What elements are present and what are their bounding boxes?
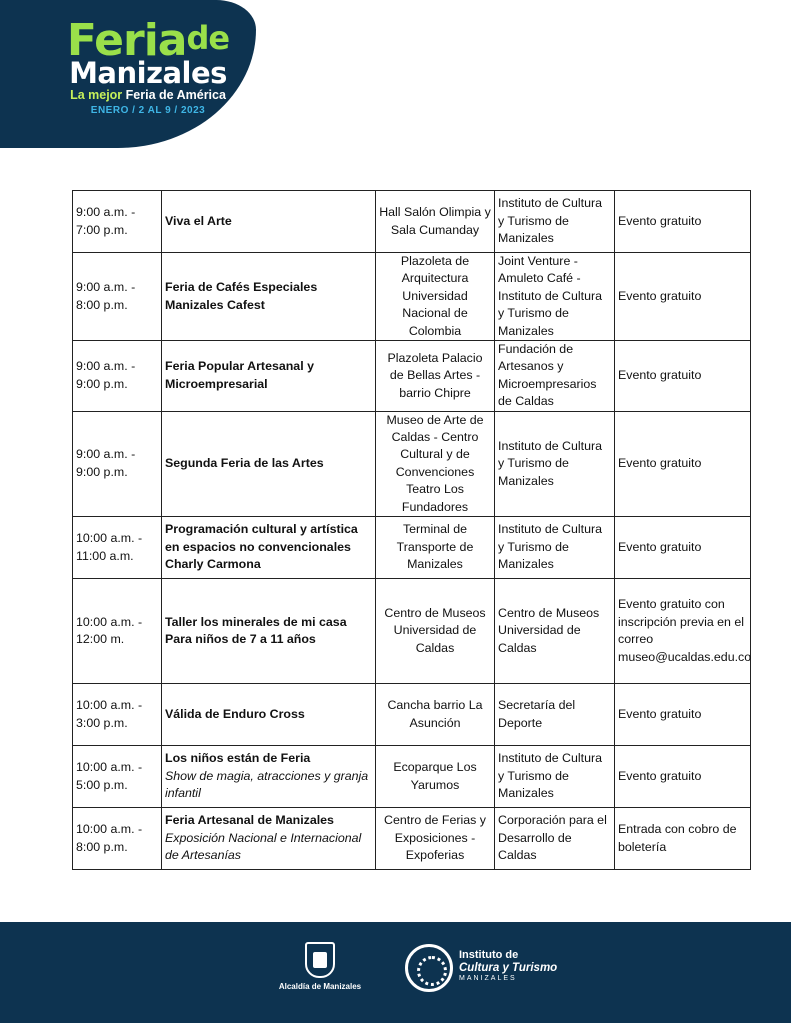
time-cell: 9:00 a.m. - 9:00 p.m.	[73, 411, 162, 516]
event-cell	[162, 684, 376, 746]
table-row	[73, 746, 751, 808]
organizer-cell: Joint Venture - Amuleto Café - Instituto de Cultura y Turismo de Manizales	[495, 253, 615, 341]
event-title: Válida de Enduro Cross	[165, 706, 305, 721]
time-cell: 10:00 a.m. - 12:00 m.	[73, 579, 162, 684]
place-cell: Cancha barrio La Asunción	[376, 684, 495, 746]
table-row	[73, 579, 751, 684]
instituto-line1: Instituto de	[459, 949, 519, 961]
tagline-part-a: La mejor	[70, 88, 123, 102]
header-badge	[0, 0, 256, 148]
time-cell: 9:00 a.m. - 7:00 p.m.	[73, 191, 162, 253]
table-row	[73, 808, 751, 870]
organizer-cell: Instituto de Cultura y Turismo de Manizales	[495, 746, 615, 808]
table-row	[73, 253, 751, 341]
instituto-emblem-icon	[405, 944, 453, 992]
feria-logo	[48, 16, 248, 118]
cost-cell: Evento gratuito con inscripción previa en el correo museo@ucaldas.edu.co	[615, 579, 751, 684]
shield-icon	[305, 942, 335, 978]
event-cell	[162, 746, 376, 808]
time-cell: 10:00 a.m. - 3:00 p.m.	[73, 684, 162, 746]
table-row	[73, 191, 751, 253]
logo-de-word: de	[186, 19, 230, 57]
time-cell: 10:00 a.m. - 5:00 p.m.	[73, 746, 162, 808]
footer	[0, 922, 791, 1023]
event-title: Taller los minerales de mi casa Para niños de 7 a 11 años	[165, 614, 347, 647]
cost-cell: Evento gratuito	[615, 517, 751, 579]
table-row	[73, 684, 751, 746]
logo-dates: ENERO / 2 AL 9 / 2023	[90, 105, 206, 116]
event-cell	[162, 191, 376, 253]
organizer-cell: Instituto de Cultura y Turismo de Manizales	[495, 411, 615, 516]
event-cell	[162, 517, 376, 579]
event-cell	[162, 411, 376, 516]
logo-tagline	[48, 87, 248, 103]
alcaldia-logo	[270, 942, 370, 991]
schedule-table	[72, 190, 751, 870]
event-subtitle: Exposición Nacional e Internacional de Artesanías	[165, 830, 362, 863]
organizer-cell: Fundación de Artesanos y Microempresarios de Caldas	[495, 341, 615, 412]
organizer-cell: Corporación para el Desarrollo de Caldas	[495, 808, 615, 870]
event-subtitle: Show de magia, atracciones y granja infantil	[165, 768, 369, 801]
cost-cell: Evento gratuito	[615, 746, 751, 808]
event-title: Feria Popular Artesanal y Microempresarial	[165, 359, 314, 391]
cost-cell: Evento gratuito	[615, 253, 751, 341]
cost-cell: Evento gratuito	[615, 411, 751, 516]
tagline-part-b: Feria de América	[125, 88, 226, 102]
instituto-line3: MANIZALES	[459, 975, 517, 982]
event-cell	[162, 579, 376, 684]
place-cell: Hall Salón Olimpia y Sala Cumanday	[376, 191, 495, 253]
place-cell: Museo de Arte de Caldas - Centro Cultural y de Convenciones Teatro Los Fundadores	[376, 411, 495, 516]
event-title: Feria de Cafés Especiales Manizales Cafest	[165, 280, 318, 312]
organizer-cell: Instituto de Cultura y Turismo de Manizales	[495, 191, 615, 253]
place-cell: Plazoleta de Arquitectura Universidad Nacional de Colombia	[376, 253, 495, 341]
logo-feria-word: Feria	[66, 15, 187, 66]
event-title: Segunda Feria de las Artes	[165, 456, 324, 471]
table-row	[73, 341, 751, 412]
place-cell: Plazoleta Palacio de Bellas Artes - barrio Chipre	[376, 341, 495, 412]
organizer-cell: Secretaría del Deporte	[495, 684, 615, 746]
event-cell	[162, 341, 376, 412]
time-cell: 10:00 a.m. - 11:00 a.m.	[73, 517, 162, 579]
cost-cell: Evento gratuito	[615, 684, 751, 746]
event-title: Los niños están de Feria	[165, 751, 311, 766]
organizer-cell: Centro de Museos Universidad de Caldas	[495, 579, 615, 684]
table-row	[73, 517, 751, 579]
event-cell	[162, 808, 376, 870]
time-cell: 9:00 a.m. - 8:00 p.m.	[73, 253, 162, 341]
cost-cell: Evento gratuito	[615, 341, 751, 412]
event-title: Programación cultural y artística en espacios no convencionales Charly Carmona	[165, 522, 358, 572]
place-cell: Ecoparque Los Yarumos	[376, 746, 495, 808]
instituto-line2: Cultura y Turismo	[459, 962, 558, 974]
event-cell	[162, 253, 376, 341]
time-cell: 9:00 a.m. - 9:00 p.m.	[73, 341, 162, 412]
place-cell: Centro de Ferias y Exposiciones - Expoferias	[376, 808, 495, 870]
event-title: Feria Artesanal de Manizales	[165, 813, 334, 828]
cost-cell: Evento gratuito	[615, 191, 751, 253]
place-cell: Centro de Museos Universidad de Caldas	[376, 579, 495, 684]
table-row	[73, 411, 751, 516]
event-title: Viva el Arte	[165, 213, 232, 228]
alcaldia-label: Alcaldía de Manizales	[278, 982, 362, 991]
organizer-cell: Instituto de Cultura y Turismo de Manizales	[495, 517, 615, 579]
logo-city: Manizales	[69, 56, 227, 90]
time-cell: 10:00 a.m. - 8:00 p.m.	[73, 808, 162, 870]
place-cell: Terminal de Transporte de Manizales	[376, 517, 495, 579]
cost-cell: Entrada con cobro de boletería	[615, 808, 751, 870]
